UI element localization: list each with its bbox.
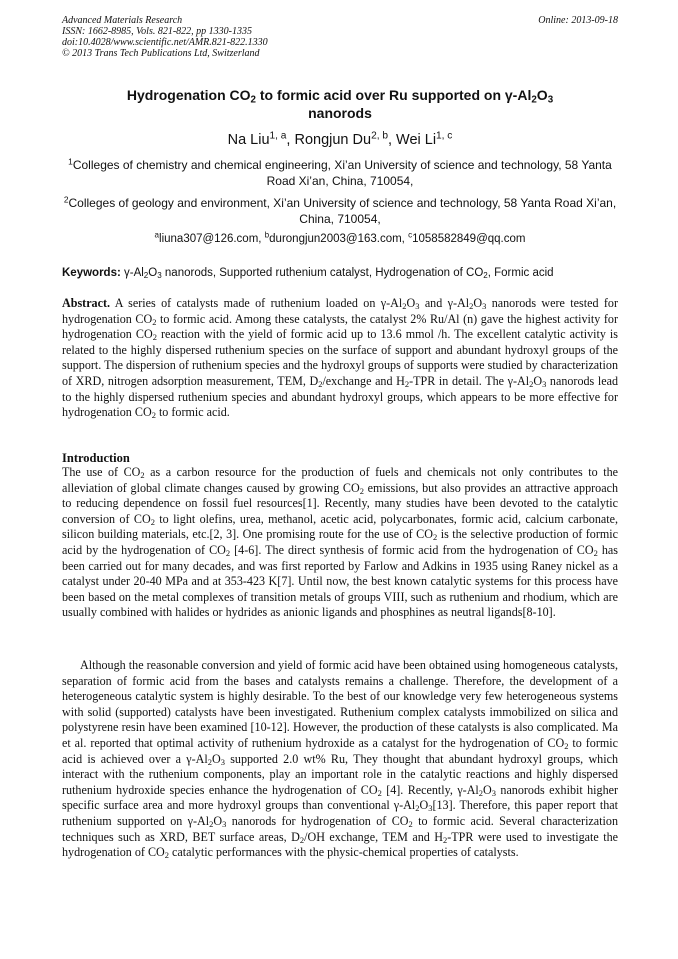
author-emails: $^a$liuna307@126.com, $^b$durongjun2003@163.com, $^c$1058582849@qq.com xyxy=(154,230,526,245)
journal-name: Advanced Materials Research xyxy=(62,15,183,26)
intro-paragraph-1: The use of $CO_2$ as a carbon resource for the production of fuels and chemicals not only contributes to the alleviation of global climate changes caused by growing $CO_2$ emissions, but also provides an attractive approach to reducing dependence on fossil fuel resources[1]. Recently, many studies have been devoted to the catalytic conversion of $CO_2$ to light olefins, urea, methanol, acetic acid, polycarbonates, formic acid, calcium carbonate, silicon building materials, etc.[2, 3]. One promising route for the use of $CO_2$ is the selective production of formic acid by the hydrogenation of $CO_2$ [4-6]. The direct synthesis of formic acid from the hydrogenation of $CO_2$ has been carried out for many decades, and was first reported by Farlow and Adkins in 1935 using Raney nickel as a catalyst under 20-40 MPa and at 353-423 K[7]. Until now, the best known catalytic systems for this process have been based on the metal complexes of transition metals of groups VIII, such as ruthenium and rhodium, which are usually combined with halides or hydrides as anionic ligands and phosphines as neutral ligands[8-10]. xyxy=(62,465,618,620)
affiliation-2: $^2$Colleges of geology and environment, Xi’an University of science and technology, 58 Yanta Road Xi’an, China, 710054, xyxy=(63,194,617,226)
online-date: Online: 2013-09-18 xyxy=(538,15,618,26)
author-name: Na Liu xyxy=(227,132,270,148)
copyright-line: © 2013 Trans Tech Publications Ltd, Switzerland xyxy=(62,48,260,59)
author-name: Wei Li xyxy=(396,132,437,148)
abstract-label: Abstract. xyxy=(62,296,111,310)
section-heading-introduction: Introduction xyxy=(62,451,130,465)
paper-title: Hydrogenation $CO_2$ to formic acid over Ru supported on $\gamma-Al_2O_3$ nanorods xyxy=(126,87,554,121)
doi-line: doi:10.4028/www.scientific.net/AMR.821-822.1330 xyxy=(62,37,268,48)
author-list: Na Liu$^{1, a}$, Rongjun Du$^{2, b}$, Wei Li$^{1, c}$ xyxy=(227,130,453,148)
issn-line: ISSN: 1662-8985, Vols. 821-822, pp 1330-1335 xyxy=(62,26,252,37)
keywords-label: Keywords: xyxy=(62,267,121,279)
intro-paragraph-2: Although the reasonable conversion and yield of formic acid have been obtained using homogeneous catalysts, separation of formic acid from the bases and catalysts remains a challenge. Therefore, the development of a heterogeneous catalytic system is highly desirable. To the best of our knowledge very few heterogeneous systems with solid (supported) catalysts have been investigated. Ruthenium complex catalysts immobilized on silica and polystyrene resin have been examined [10-12]. However, the production of these catalysts is also complicated. Ma et al. reported that optimal activity of ruthenium hydroxide as a catalyst for the hydrogenation of $CO_2$ to formic acid is achieved over a $\gamma-Al_2O_3$ supported 2.0 wt% Ru, They thought that abundant hydroxyl groups, which interact with the ruthenium components, play an important role in the catalytic reactions and highly dispersed ruthenium hydroxide species enhance the hydrogenation of $CO_2$ [4]. Recently, $\gamma-Al_2O_3$ nanorods exhibit higher specific surface area and more hydroxyl groups than conventional $\gamma-Al_2O_3[13]$. Therefore, this paper report that ruthenium supported on $\gamma-Al_2O_3$ nanorods for hydrogenation of $CO_2$ to formic acid. Several characterization techniques such as XRD, BET surface areas, $D_2/OH$ exchange, TEM and $H_2$-TPR were used to investigate the hydrogenation of $CO_2$ catalytic performances with the physic-chemical properties of catalysts. xyxy=(62,658,619,861)
author-name: Rongjun Du xyxy=(294,132,372,148)
journal-header xyxy=(62,15,618,59)
affiliation-1: $^1$Colleges of chemistry and chemical engineering, Xi’an University of science and technology, 58 Yanta Road Xi’an, China, 710054, xyxy=(68,156,612,188)
keywords: Keywords: $\gamma-Al_2O_3$ nanorods, Supported ruthenium catalyst, Hydrogenation of $CO_2$, Formic acid xyxy=(62,267,554,280)
abstract: Abstract. A series of catalysts made of ruthenium loaded on $\gamma-Al_2O_3$ and $\gamma-Al_2O_3$ nanorods were tested for hydrogenation $CO_2$ to formic acid. Among these catalysts, the catalyst 2% Ru/Al (n) gave the highest activity for hydrogenation $CO_2$ reaction with the yield of formic acid up to 13.6 mmol /h. The excellent catalytic activity is related to the highly dispersed ruthenium species on the surface of support and abundant hydroxyl groups of the support. The dispersion of ruthenium species and the hydroxyl groups of supports were studied by characterization of XRD, nitrogen adsorption measurement, TEM, $D_2$/exchange and $H_2$-TPR in detail. The $\gamma-Al_2O_3$ nanorods lead to the highly dispersed ruthenium species and abundant hydroxyl groups, which appears to be more effective for hydrogenation $CO_2$ to formic acid. xyxy=(62,296,618,421)
